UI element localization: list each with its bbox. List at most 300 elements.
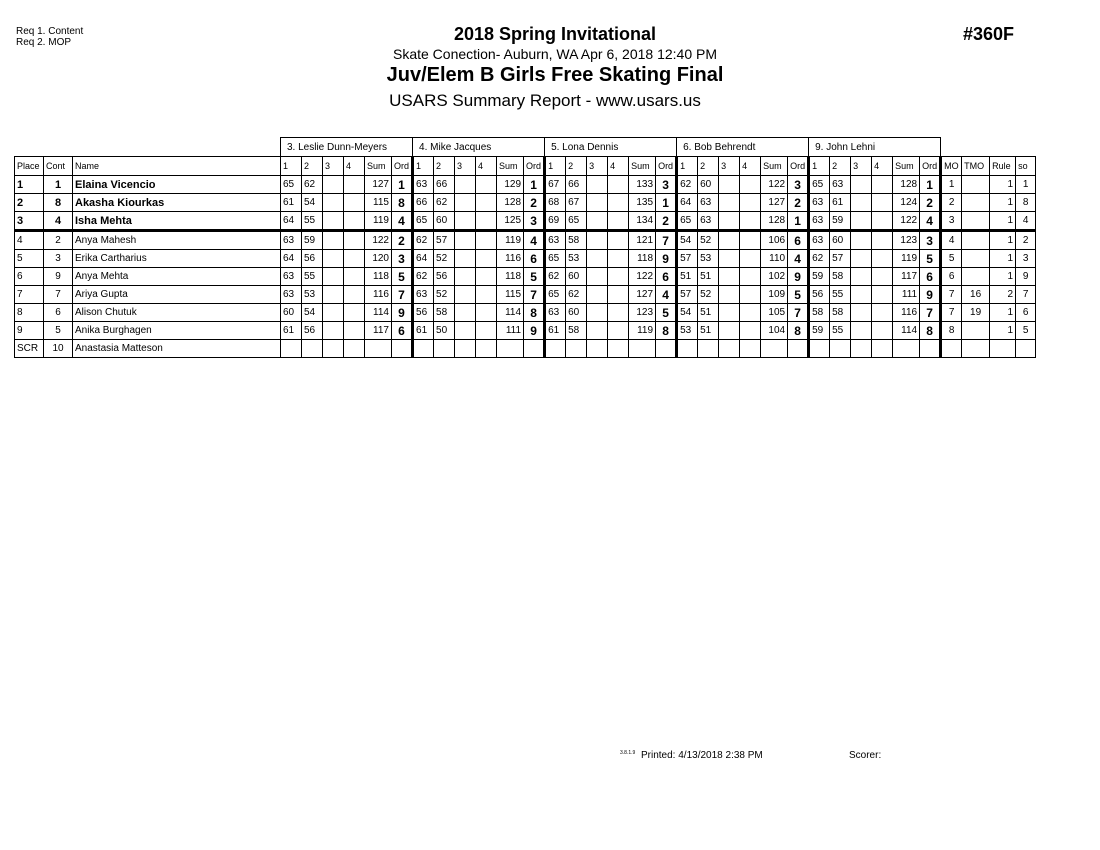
ordinal-cell: 5 <box>392 268 413 286</box>
score-cell <box>344 194 365 212</box>
mo-cell: 3 <box>941 212 962 231</box>
score-cell <box>587 286 608 304</box>
rule-cell <box>990 340 1016 358</box>
so-cell: 6 <box>1016 304 1036 322</box>
sum-cell: 129 <box>497 176 524 194</box>
place-cell: 2 <box>15 194 44 212</box>
col-judge-2: 2 <box>566 157 587 176</box>
score-cell: 55 <box>302 268 323 286</box>
ordinal-cell: 9 <box>656 250 677 268</box>
score-cell <box>455 176 476 194</box>
contestant-number-cell: 4 <box>44 212 73 231</box>
score-cell: 57 <box>830 250 851 268</box>
col-judge-1: 1 <box>677 157 698 176</box>
score-cell <box>677 340 698 358</box>
score-cell: 65 <box>545 250 566 268</box>
score-cell <box>740 286 761 304</box>
col-judge-4: 4 <box>476 157 497 176</box>
score-cell <box>455 194 476 212</box>
score-cell <box>719 231 740 250</box>
score-cell: 55 <box>830 322 851 340</box>
score-cell: 63 <box>281 286 302 304</box>
score-cell: 53 <box>566 250 587 268</box>
score-cell: 58 <box>830 268 851 286</box>
table-row <box>15 250 1036 268</box>
score-cell: 62 <box>545 268 566 286</box>
sum-cell <box>365 340 392 358</box>
mo-cell: 7 <box>941 304 962 322</box>
score-cell <box>344 212 365 231</box>
score-cell <box>344 322 365 340</box>
score-cell <box>281 340 302 358</box>
ordinal-cell: 6 <box>656 268 677 286</box>
score-cell: 61 <box>281 322 302 340</box>
sum-cell: 117 <box>893 268 920 286</box>
ordinal-cell: 2 <box>524 194 545 212</box>
col-judge-1: 1 <box>545 157 566 176</box>
place-cell: 7 <box>15 286 44 304</box>
score-cell <box>476 212 497 231</box>
tmo-cell <box>962 340 990 358</box>
contestant-number-cell: 10 <box>44 340 73 358</box>
sum-cell: 122 <box>893 212 920 231</box>
col-rule: Rule <box>990 157 1016 176</box>
score-cell <box>608 231 629 250</box>
score-cell: 63 <box>830 176 851 194</box>
skater-name-cell: Isha Mehta <box>73 212 281 231</box>
requirement-2: Req 2. MOP <box>16 37 72 48</box>
score-cell <box>476 176 497 194</box>
score-cell <box>608 250 629 268</box>
score-cell <box>476 194 497 212</box>
score-cell <box>344 231 365 250</box>
mo-cell <box>941 340 962 358</box>
contestant-number-cell: 8 <box>44 194 73 212</box>
ordinal-cell: 7 <box>524 286 545 304</box>
score-cell: 50 <box>434 322 455 340</box>
score-cell: 53 <box>302 286 323 304</box>
sum-cell: 122 <box>761 176 788 194</box>
ordinal-cell: 5 <box>788 286 809 304</box>
table-row <box>15 194 1036 212</box>
sum-cell: 119 <box>497 231 524 250</box>
score-cell: 67 <box>566 194 587 212</box>
ordinal-cell: 3 <box>524 212 545 231</box>
score-cell <box>455 250 476 268</box>
sum-cell: 111 <box>893 286 920 304</box>
col-judge-4: 4 <box>608 157 629 176</box>
score-cell <box>323 212 344 231</box>
score-cell <box>344 304 365 322</box>
ordinal-cell <box>524 340 545 358</box>
score-cell: 63 <box>698 212 719 231</box>
so-cell: 7 <box>1016 286 1036 304</box>
score-cell <box>851 340 872 358</box>
rule-cell: 1 <box>990 212 1016 231</box>
score-cell: 51 <box>698 304 719 322</box>
score-cell: 62 <box>302 176 323 194</box>
place-cell: 3 <box>15 212 44 231</box>
requirement-1: Req 1. Content <box>16 26 84 37</box>
judge-name: 4. Mike Jacques <box>413 138 545 157</box>
score-cell: 54 <box>302 304 323 322</box>
score-cell: 54 <box>302 194 323 212</box>
mo-cell: 1 <box>941 176 962 194</box>
report-title: USARS Summary Report - www.usars.us <box>389 91 701 110</box>
event-code: #360F <box>963 24 1015 44</box>
so-cell: 3 <box>1016 250 1036 268</box>
score-cell <box>608 340 629 358</box>
score-cell <box>587 212 608 231</box>
scorer-label: Scorer: <box>849 750 882 761</box>
col-cont: Cont <box>44 157 73 176</box>
score-cell <box>608 194 629 212</box>
score-cell <box>323 340 344 358</box>
sum-cell: 114 <box>497 304 524 322</box>
skater-name-cell: Erika Cartharius <box>73 250 281 268</box>
score-cell: 62 <box>413 231 434 250</box>
sum-cell: 104 <box>761 322 788 340</box>
col-judge-1: 1 <box>809 157 830 176</box>
col-judge-2: 2 <box>698 157 719 176</box>
score-cell: 63 <box>809 194 830 212</box>
sum-cell <box>497 340 524 358</box>
score-cell: 55 <box>302 212 323 231</box>
score-cell: 63 <box>809 231 830 250</box>
score-cell: 59 <box>830 212 851 231</box>
col-judge-3: 3 <box>587 157 608 176</box>
score-cell <box>872 250 893 268</box>
ordinal-cell: 7 <box>392 286 413 304</box>
score-cell <box>872 340 893 358</box>
table-row <box>15 286 1036 304</box>
col-name: Name <box>73 157 281 176</box>
score-cell: 61 <box>281 194 302 212</box>
mo-cell: 8 <box>941 322 962 340</box>
mo-cell: 5 <box>941 250 962 268</box>
ordinal-cell <box>920 340 941 358</box>
ordinal-cell: 8 <box>392 194 413 212</box>
score-cell <box>719 304 740 322</box>
score-cell <box>740 322 761 340</box>
score-cell <box>851 322 872 340</box>
score-cell: 62 <box>566 286 587 304</box>
sum-cell: 128 <box>497 194 524 212</box>
col-tmo: TMO <box>962 157 990 176</box>
table-row <box>15 322 1036 340</box>
score-cell <box>344 268 365 286</box>
place-cell: 5 <box>15 250 44 268</box>
score-cell <box>344 286 365 304</box>
sum-cell: 119 <box>365 212 392 231</box>
table-row <box>15 304 1036 322</box>
skater-name-cell: Anya Mahesh <box>73 231 281 250</box>
ordinal-cell: 9 <box>524 322 545 340</box>
rule-cell: 1 <box>990 268 1016 286</box>
ordinal-cell: 4 <box>920 212 941 231</box>
score-cell: 63 <box>413 176 434 194</box>
score-cell: 66 <box>413 194 434 212</box>
sum-cell: 125 <box>497 212 524 231</box>
ordinal-cell: 9 <box>392 304 413 322</box>
col-mo: MO <box>941 157 962 176</box>
score-cell: 54 <box>677 304 698 322</box>
score-cell <box>608 268 629 286</box>
score-cell: 62 <box>413 268 434 286</box>
place-cell: 1 <box>15 176 44 194</box>
score-cell <box>719 250 740 268</box>
ordinal-cell: 7 <box>656 231 677 250</box>
score-cell: 63 <box>809 212 830 231</box>
ordinal-cell: 8 <box>788 322 809 340</box>
so-cell: 1 <box>1016 176 1036 194</box>
place-cell: 8 <box>15 304 44 322</box>
ordinal-cell: 1 <box>920 176 941 194</box>
ordinal-cell: 6 <box>788 231 809 250</box>
col-judge-ord: Ord <box>392 157 413 176</box>
score-cell: 58 <box>434 304 455 322</box>
score-cell <box>455 340 476 358</box>
sum-cell: 123 <box>893 231 920 250</box>
score-cell <box>455 304 476 322</box>
sum-cell: 115 <box>365 194 392 212</box>
sum-cell: 116 <box>365 286 392 304</box>
tmo-cell: 19 <box>962 304 990 322</box>
sum-cell: 127 <box>629 286 656 304</box>
ordinal-cell: 1 <box>524 176 545 194</box>
score-cell: 56 <box>434 268 455 286</box>
score-cell <box>719 340 740 358</box>
score-cell <box>740 268 761 286</box>
sum-cell: 116 <box>497 250 524 268</box>
sum-cell: 135 <box>629 194 656 212</box>
rule-cell: 1 <box>990 176 1016 194</box>
score-cell <box>476 250 497 268</box>
skater-name-cell: Alison Chutuk <box>73 304 281 322</box>
score-cell: 68 <box>545 194 566 212</box>
score-cell: 55 <box>830 286 851 304</box>
ordinal-cell: 2 <box>392 231 413 250</box>
score-cell <box>872 212 893 231</box>
tmo-cell <box>962 322 990 340</box>
competition-title: 2018 Spring Invitational <box>453 24 657 44</box>
place-cell: SCR <box>15 340 44 358</box>
score-cell: 56 <box>809 286 830 304</box>
score-cell <box>587 194 608 212</box>
skater-name-cell: Anika Burghagen <box>73 322 281 340</box>
table-row <box>15 212 1036 231</box>
sum-cell: 121 <box>629 231 656 250</box>
score-cell <box>719 194 740 212</box>
score-cell: 52 <box>698 286 719 304</box>
ordinal-cell: 4 <box>524 231 545 250</box>
score-cell <box>851 176 872 194</box>
score-cell: 63 <box>545 231 566 250</box>
tmo-cell: 16 <box>962 286 990 304</box>
col-judge-sum: Sum <box>761 157 788 176</box>
ordinal-cell: 4 <box>788 250 809 268</box>
score-cell <box>323 304 344 322</box>
score-cell: 65 <box>809 176 830 194</box>
score-cell <box>434 340 455 358</box>
rule-cell: 1 <box>990 231 1016 250</box>
score-cell <box>872 176 893 194</box>
ordinal-cell: 8 <box>920 322 941 340</box>
sum-cell: 128 <box>761 212 788 231</box>
col-judge-1: 1 <box>413 157 434 176</box>
ordinal-cell: 6 <box>920 268 941 286</box>
ordinal-cell: 5 <box>920 250 941 268</box>
judge-name: 5. Lona Dennis <box>545 138 677 157</box>
score-cell: 64 <box>677 194 698 212</box>
score-cell <box>608 176 629 194</box>
ordinal-cell: 1 <box>656 194 677 212</box>
skater-name-cell: Ariya Gupta <box>73 286 281 304</box>
score-cell: 56 <box>302 250 323 268</box>
contestant-number-cell: 6 <box>44 304 73 322</box>
score-cell <box>545 340 566 358</box>
requirements-list <box>16 26 83 48</box>
score-cell <box>872 304 893 322</box>
tmo-cell <box>962 212 990 231</box>
score-cell <box>587 322 608 340</box>
ordinal-cell: 9 <box>920 286 941 304</box>
so-cell: 2 <box>1016 231 1036 250</box>
score-cell: 52 <box>698 231 719 250</box>
judge-name: 3. Leslie Dunn-Meyers <box>281 138 413 157</box>
place-cell: 6 <box>15 268 44 286</box>
score-cell <box>608 286 629 304</box>
score-cell: 61 <box>545 322 566 340</box>
score-cell <box>719 322 740 340</box>
sum-cell: 114 <box>893 322 920 340</box>
score-cell: 60 <box>566 304 587 322</box>
sum-cell: 118 <box>497 268 524 286</box>
so-cell: 5 <box>1016 322 1036 340</box>
score-cell <box>851 286 872 304</box>
score-cell <box>851 304 872 322</box>
col-judge-1: 1 <box>281 157 302 176</box>
contestant-number-cell: 3 <box>44 250 73 268</box>
col-judge-2: 2 <box>434 157 455 176</box>
score-cell: 59 <box>809 268 830 286</box>
score-cell <box>851 268 872 286</box>
skater-name-cell: Elaina Vicencio <box>73 176 281 194</box>
score-cell: 64 <box>413 250 434 268</box>
score-cell: 60 <box>434 212 455 231</box>
ordinal-cell: 2 <box>656 212 677 231</box>
table-row <box>15 176 1036 194</box>
score-cell: 58 <box>830 304 851 322</box>
score-cell <box>323 176 344 194</box>
score-cell: 69 <box>545 212 566 231</box>
score-cell <box>323 268 344 286</box>
score-cell <box>344 340 365 358</box>
event-name: Juv/Elem B Girls Free Skating Final <box>386 64 724 86</box>
mo-cell: 6 <box>941 268 962 286</box>
score-cell <box>872 194 893 212</box>
sum-cell: 102 <box>761 268 788 286</box>
score-cell <box>344 250 365 268</box>
rule-cell: 1 <box>990 322 1016 340</box>
col-judge-sum: Sum <box>365 157 392 176</box>
score-cell: 51 <box>698 322 719 340</box>
ordinal-cell <box>788 340 809 358</box>
score-cell <box>740 194 761 212</box>
sum-cell: 118 <box>365 268 392 286</box>
so-cell: 4 <box>1016 212 1036 231</box>
sum-cell <box>893 340 920 358</box>
ordinal-cell <box>392 340 413 358</box>
mo-cell: 4 <box>941 231 962 250</box>
ordinal-cell: 3 <box>920 231 941 250</box>
score-cell: 59 <box>302 231 323 250</box>
contestant-number-cell: 5 <box>44 322 73 340</box>
score-cell: 63 <box>281 231 302 250</box>
score-cell <box>455 286 476 304</box>
place-cell: 4 <box>15 231 44 250</box>
software-version: 3.8.1.9 <box>620 750 636 756</box>
score-cell: 64 <box>281 250 302 268</box>
so-cell <box>1016 340 1036 358</box>
sum-cell: 127 <box>761 194 788 212</box>
score-cell: 58 <box>809 304 830 322</box>
score-cell: 61 <box>413 322 434 340</box>
sum-cell: 118 <box>629 250 656 268</box>
judge-name: 6. Bob Behrendt <box>677 138 809 157</box>
sum-cell: 120 <box>365 250 392 268</box>
sum-cell: 122 <box>365 231 392 250</box>
rule-cell: 1 <box>990 194 1016 212</box>
score-cell <box>608 304 629 322</box>
sum-cell: 134 <box>629 212 656 231</box>
score-cell <box>872 231 893 250</box>
col-judge-2: 2 <box>830 157 851 176</box>
ordinal-cell: 5 <box>656 304 677 322</box>
col-judge-2: 2 <box>302 157 323 176</box>
score-cell <box>476 268 497 286</box>
score-cell <box>740 250 761 268</box>
score-cell <box>476 286 497 304</box>
score-cell: 63 <box>281 268 302 286</box>
col-judge-sum: Sum <box>497 157 524 176</box>
ordinal-cell: 1 <box>788 212 809 231</box>
score-cell <box>740 176 761 194</box>
score-cell <box>476 231 497 250</box>
place-cell: 9 <box>15 322 44 340</box>
ordinal-cell: 8 <box>524 304 545 322</box>
score-cell <box>809 340 830 358</box>
score-cell: 56 <box>413 304 434 322</box>
score-cell <box>455 322 476 340</box>
mo-cell: 7 <box>941 286 962 304</box>
venue-date-line: Skate Conection- Auburn, WA Apr 6, 2018 12:40 PM <box>392 46 717 62</box>
table-row <box>15 231 1036 250</box>
contestant-number-cell: 1 <box>44 176 73 194</box>
score-cell <box>302 340 323 358</box>
judges-header-row <box>15 138 1036 157</box>
ordinal-cell: 2 <box>788 194 809 212</box>
ordinal-cell: 8 <box>656 322 677 340</box>
score-cell: 60 <box>281 304 302 322</box>
sum-cell <box>761 340 788 358</box>
ordinal-cell: 7 <box>920 304 941 322</box>
score-cell <box>719 176 740 194</box>
sum-cell: 111 <box>497 322 524 340</box>
score-cell <box>719 268 740 286</box>
score-cell: 67 <box>545 176 566 194</box>
ordinal-cell: 4 <box>392 212 413 231</box>
